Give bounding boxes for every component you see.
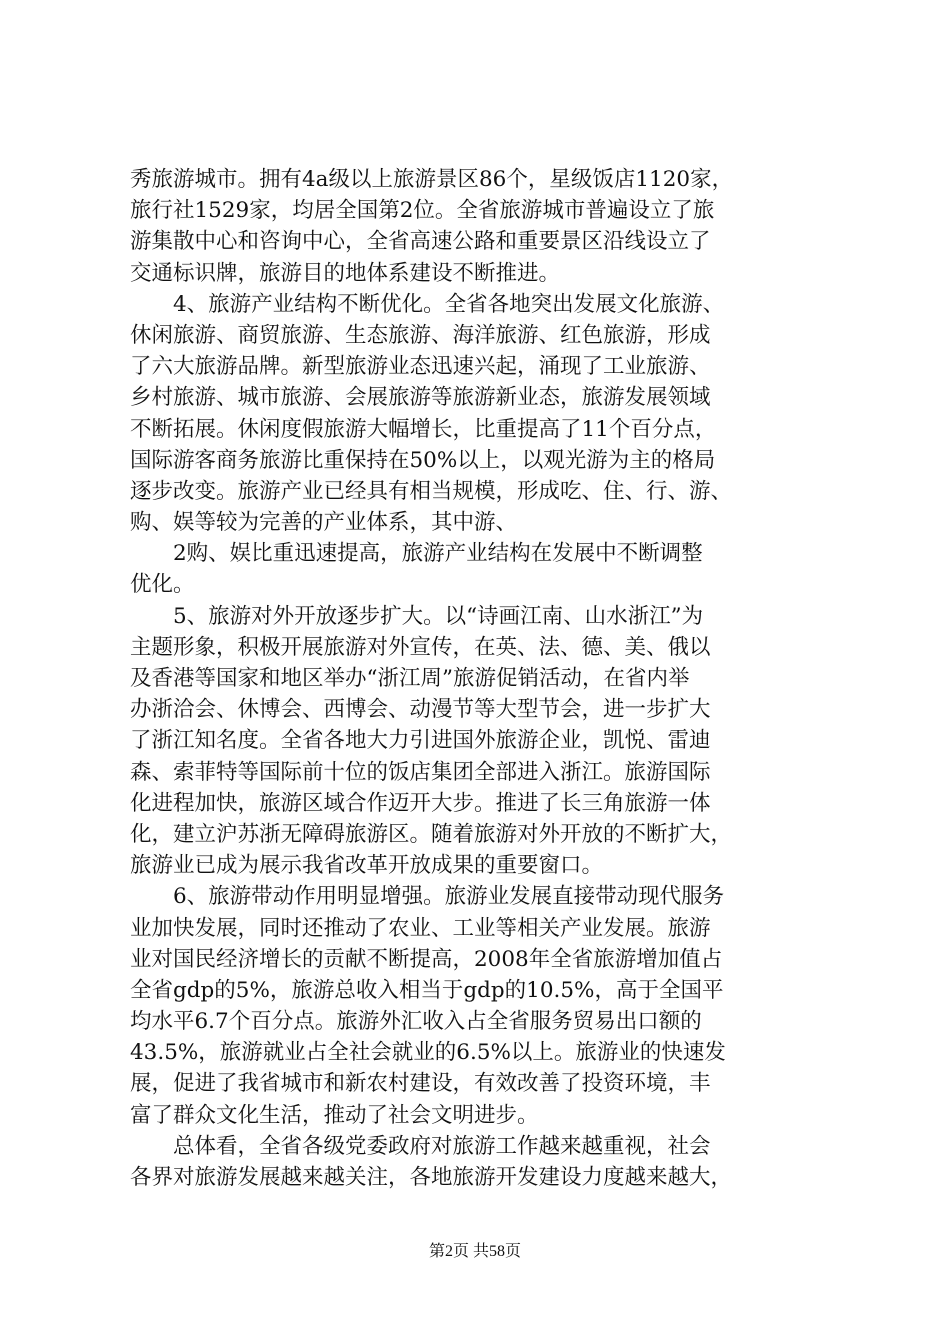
text-line: 森、索菲特等国际前十位的饭店集团全部进入浙江。旅游国际 [130, 759, 711, 785]
text-line: 秀旅游城市。拥有4a级以上旅游景区86个，星级饭店1120家， [130, 167, 734, 192]
text-line: 4、旅游产业结构不断优化。全省各地突出发展文化旅游、 [173, 291, 725, 317]
text-line: 各界对旅游发展越来越关注，各地旅游开发建设力度越来越大， [130, 1165, 733, 1190]
text-line: 化进程加快，旅游区域合作迈开大步。推进了长三角旅游一体 [130, 790, 711, 816]
text-line: 了六大旅游品牌。新型旅游业态迅速兴起，涌现了工业旅游、 [130, 354, 711, 380]
text-line: 交通标识牌，旅游目的地体系建设不断推进。 [130, 260, 561, 286]
text-line: 及香港等国家和地区举办“浙江周”旅游促销活动，在省内举 [130, 666, 690, 691]
text-line: 购、娱等较为完善的产业体系，其中游、 [130, 510, 518, 536]
text-line: 43.5%，旅游就业占全社会就业的6.5%以上。旅游业的快速发 [130, 1040, 726, 1066]
text-line: 6、旅游带动作用明显增强。旅游业发展直接带动现代服务 [173, 884, 725, 910]
text-line: 旅游业已成为展示我省改革开放成果的重要窗口。 [130, 853, 604, 879]
text-line: 优化。 [130, 572, 195, 598]
text-line: 全省gdp的5%，旅游总收入相当于gdp的10.5%，高于全国平 [130, 977, 724, 1003]
text-line: 乡村旅游、城市旅游、会展旅游等旅游新业态，旅游发展领域 [130, 385, 711, 411]
text-line: 不断拓展。休闲度假旅游大幅增长，比重提高了11个百分点， [130, 416, 717, 442]
text-line: 化，建立沪苏浙无障碍旅游区。随着旅游对外开放的不断扩大， [130, 821, 733, 847]
text-line: 休闲旅游、商贸旅游、生态旅游、海洋旅游、红色旅游，形成 [130, 322, 711, 348]
text-line: 逐步改变。旅游产业已经具有相当规模，形成吃、住、行、游、 [130, 478, 733, 504]
text-line: 了浙江知名度。全省各地大力引进国外旅游企业，凯悦、雷迪 [130, 728, 711, 754]
text-line: 办浙洽会、休博会、西博会、动漫节等大型节会，进一步扩大 [130, 697, 711, 723]
text-line: 旅行社1529家，均居全国第2位。全省旅游城市普遍设立了旅 [130, 198, 715, 224]
text-line: 业对国民经济增长的贡献不断提高，2008年全省旅游增加值占 [130, 946, 723, 972]
text-line: 游集散中心和咨询中心，全省高速公路和重要景区沿线设立了 [130, 229, 711, 255]
text-line: 富了群众文化生活，推动了社会文明进步。 [130, 1102, 539, 1128]
document-body [130, 164, 830, 1193]
page-footer: 第2页 共58页 [428, 1243, 521, 1260]
text-line: 主题形象，积极开展旅游对外宣传，在英、法、德、美、俄以 [130, 634, 711, 660]
text-line: 总体看，全省各级党委政府对旅游工作越来越重视，社会 [173, 1133, 711, 1159]
text-line: 展，促进了我省城市和新农村建设，有效改善了投资环境，丰 [130, 1071, 711, 1097]
text-line: 2购、娱比重迅速提高，旅游产业结构在发展中不断调整 [173, 541, 703, 567]
text-line: 业加快发展，同时还推动了农业、工业等相关产业发展。旅游 [130, 915, 711, 941]
text-line: 5、旅游对外开放逐步扩大。以“诗画江南、山水浙江”为 [173, 603, 704, 629]
text-line: 均水平6.7个百分点。旅游外汇收入占全省服务贸易出口额的 [130, 1009, 702, 1035]
text-line: 国际游客商务旅游比重保持在50%以上，以观光游为主的格局 [130, 447, 716, 473]
